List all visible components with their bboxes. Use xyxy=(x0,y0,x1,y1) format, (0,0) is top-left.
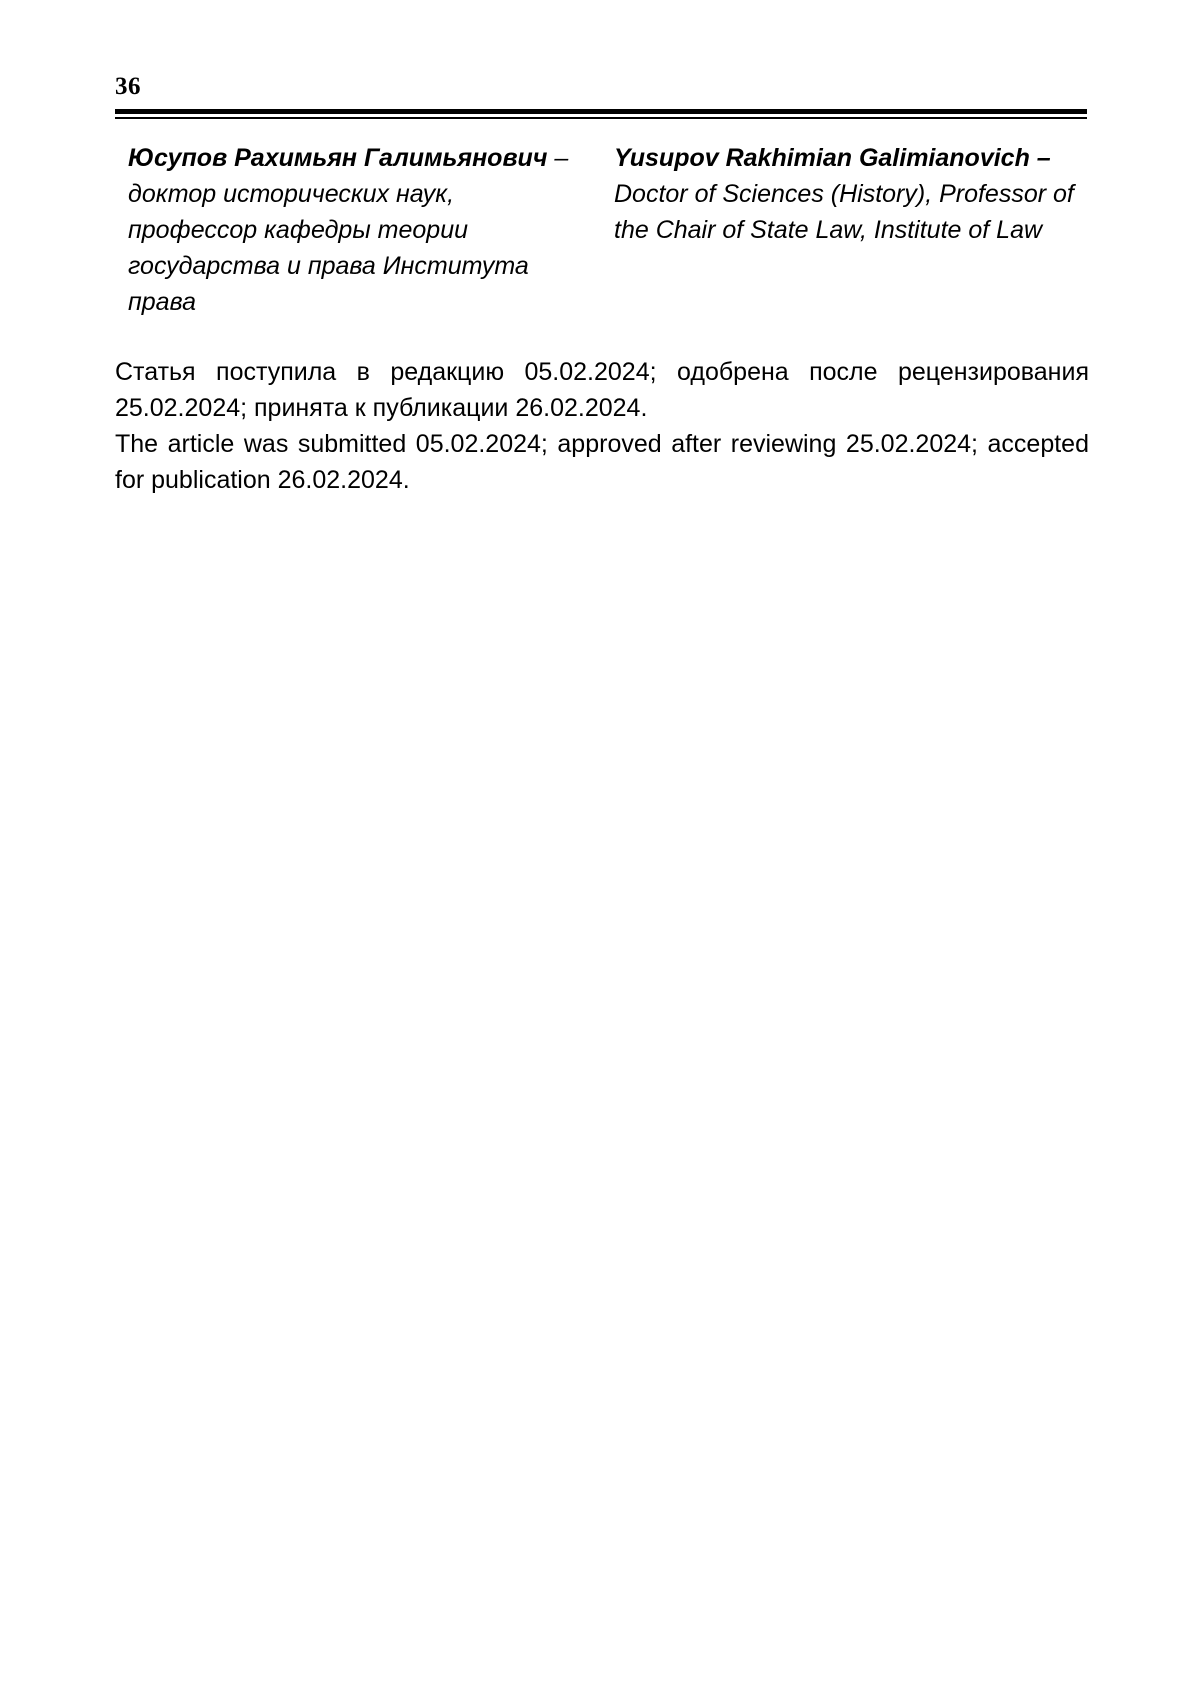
author-description-ru: доктор исторических наук, профессор кафедры теории государства и права Института права xyxy=(128,180,529,316)
author-name-en: Yusupov Rakhimian Galimianovich – xyxy=(614,144,1051,172)
article-dates xyxy=(115,354,1089,498)
article-dates-ru: Статья поступила в редакцию 05.02.2024; одобрена после рецензирования 25.02.2024; принята к публикации 26.02.2024. xyxy=(115,358,1089,422)
header-rule-thin xyxy=(115,117,1087,119)
author-description-en: Doctor of Sciences (History), Professor of the Chair of State Law, Institute of Law xyxy=(614,180,1074,244)
article-dates-en: The article was submitted 05.02.2024; approved after reviewing 25.02.2024; accepted for publication 26.02.2024. xyxy=(115,430,1089,494)
author-name-ru: Юсупов Рахимьян Галимьянович xyxy=(128,144,548,172)
page-number: 36 xyxy=(115,73,141,100)
author-info-ru xyxy=(128,140,588,320)
author-info-en xyxy=(614,140,1084,248)
header-rule-thick xyxy=(115,109,1087,114)
author-dash-ru: – xyxy=(547,144,569,172)
